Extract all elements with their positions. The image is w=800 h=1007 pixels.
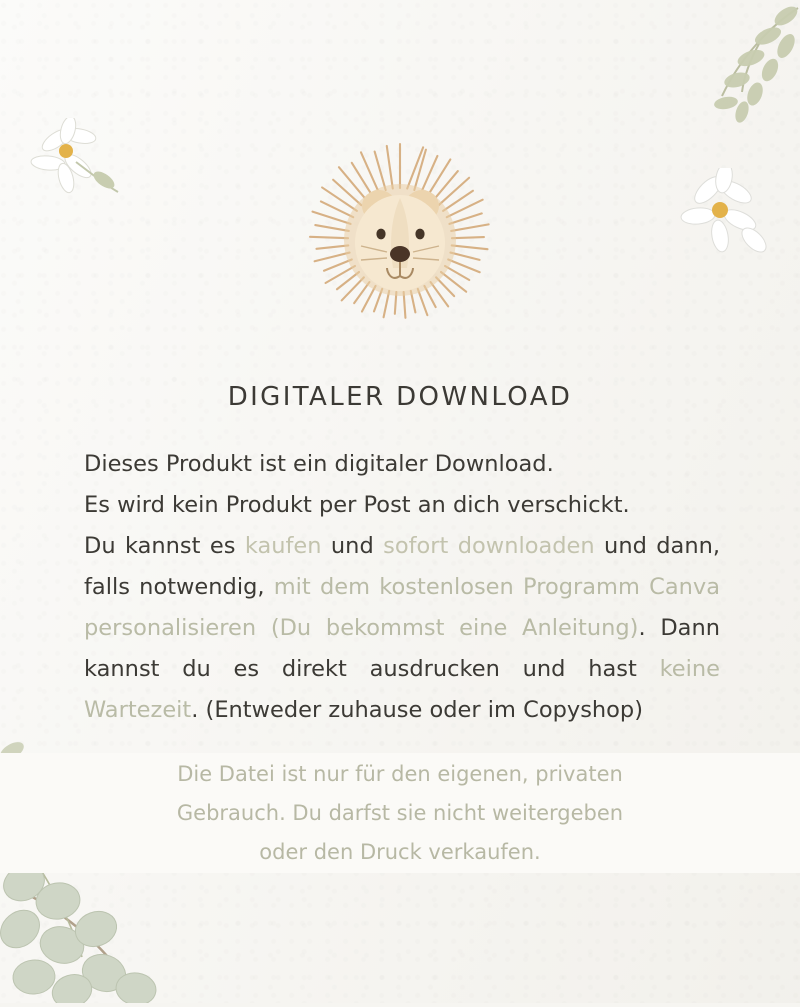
body-seg-7: . Dann kannst du es direkt ausdrucken und hast [84,615,720,682]
licence-note-line-3: oder den Druck verkaufen. [0,836,800,868]
body-seg-no-wait: keine Wartezeit [84,656,720,723]
body-line-2: Es wird kein Produkt per Post an dich verschickt. [84,492,630,518]
licence-note-line-2: Gebrauch. Du darfst sie nicht weitergeben [0,797,800,829]
body-paragraph [84,526,720,731]
body-line-1: Dieses Produkt ist ein digitaler Download. [84,451,554,477]
lion-illustration [0,140,800,354]
page-title: DIGITALER DOWNLOAD [227,382,573,412]
body-copy [84,444,720,731]
body-seg-3: und [321,533,384,559]
body-seg-buy: kaufen [244,533,322,559]
licence-note [0,758,800,875]
body-seg-download: sofort downloaden [383,533,595,559]
body-seg-1: Du kannst es [84,533,245,559]
body-seg-canva: mit dem kostenlosen Programm Canva personalisieren (Du bekommst eine Anleitung) [84,574,720,641]
body-seg-5: und dann, falls notwendig, [84,533,720,600]
licence-note-line-1: Die Datei ist nur für den eigenen, privaten [0,758,800,790]
body-seg-9: . (Entweder zuhause oder im Copyshop) [191,697,643,723]
